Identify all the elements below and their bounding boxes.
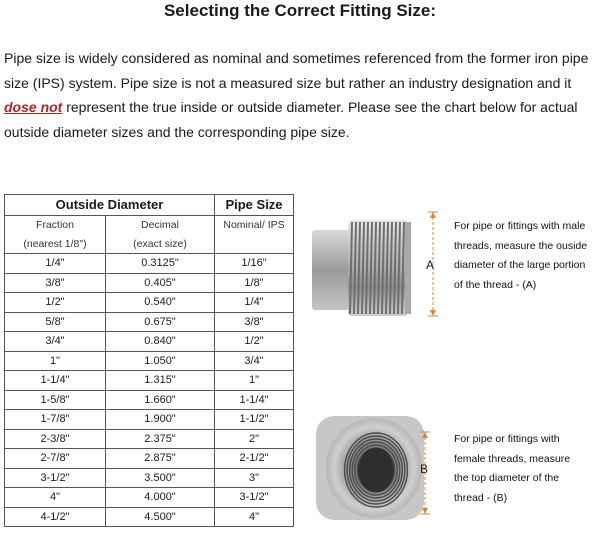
dimension-a-label: A xyxy=(426,258,435,272)
table-row xyxy=(5,468,294,488)
table-row xyxy=(5,410,294,430)
caption-line: thread - (B) xyxy=(454,491,508,504)
decimal-cell: 1.900" xyxy=(106,410,215,430)
decimal-cell: 0.3125" xyxy=(106,254,215,274)
caption-line: diameter of the large portion xyxy=(454,259,586,271)
nominal-subheader: Nominal/ IPS xyxy=(215,216,294,254)
table-row xyxy=(5,273,294,293)
fraction-note: (nearest 1/8") xyxy=(5,235,106,254)
pipe-size-header: Pipe Size xyxy=(215,195,294,216)
fraction-cell: 1-5/8" xyxy=(5,390,106,410)
fraction-cell: 4" xyxy=(5,488,106,508)
table-row xyxy=(5,507,294,527)
caption-line: threads, measure the ouside xyxy=(454,239,588,252)
table-subheader-row xyxy=(5,216,294,235)
fraction-cell: 1/4" xyxy=(5,254,106,274)
table-row xyxy=(5,351,294,371)
nominal-cell: 2" xyxy=(215,429,294,449)
nominal-cell: 1/16" xyxy=(215,254,294,274)
female-thread-caption xyxy=(454,430,600,508)
decimal-cell: 3.500" xyxy=(106,468,215,488)
fraction-cell: 2-7/8" xyxy=(5,449,106,469)
nominal-cell: 1/8" xyxy=(215,273,294,293)
caption-line: female threads, measure xyxy=(454,452,571,465)
table-group-header-row xyxy=(5,195,294,216)
decimal-subheader: Decimal xyxy=(106,216,215,235)
table-row xyxy=(5,390,294,410)
nominal-cell: 1" xyxy=(215,371,294,391)
table-row xyxy=(5,429,294,449)
nominal-cell: 1-1/4" xyxy=(215,390,294,410)
decimal-cell: 0.405" xyxy=(106,273,215,293)
fraction-cell: 1-1/4" xyxy=(5,371,106,391)
decimal-cell: 0.540" xyxy=(106,293,215,313)
table-row xyxy=(5,449,294,469)
female-fitting-image xyxy=(314,410,429,526)
caption-line: For pipe or fittings with xyxy=(454,433,560,445)
caption-line: of the thread - (A) xyxy=(454,278,537,291)
decimal-cell: 2.875" xyxy=(106,449,215,469)
fraction-cell: 2-3/8" xyxy=(5,429,106,449)
size-chart-table xyxy=(4,194,294,527)
nominal-cell: 4" xyxy=(215,507,294,527)
fraction-cell: 3-1/2" xyxy=(5,468,106,488)
nominal-cell: 3/4" xyxy=(215,351,294,371)
fraction-subheader: Fraction xyxy=(5,216,106,235)
nominal-cell: 1-1/2" xyxy=(215,410,294,430)
nominal-cell: 3-1/2" xyxy=(215,488,294,508)
fraction-cell: 3/8" xyxy=(5,273,106,293)
table-row xyxy=(5,371,294,391)
decimal-cell: 0.840" xyxy=(106,332,215,352)
intro-text-after: represent the true inside or outside diameter. Please see the chart below for actual outside diameter sizes and the corresponding pipe size. xyxy=(4,99,578,140)
table-row xyxy=(5,293,294,313)
fraction-cell: 1/2" xyxy=(5,293,106,313)
nominal-cell: 1/4" xyxy=(215,293,294,313)
fraction-cell: 1" xyxy=(5,351,106,371)
table-row xyxy=(5,312,294,332)
intro-emphasis: dose not xyxy=(4,99,63,115)
table-body xyxy=(5,254,294,527)
fraction-cell: 3/4" xyxy=(5,332,106,352)
nominal-cell: 1/2" xyxy=(215,332,294,352)
decimal-cell: 1.315" xyxy=(106,371,215,391)
decimal-cell: 4.500" xyxy=(106,507,215,527)
fraction-cell: 5/8" xyxy=(5,312,106,332)
nominal-cell: 2-1/2" xyxy=(215,449,294,469)
page-title: Selecting the Correct Fitting Size: xyxy=(163,1,437,20)
dimension-b-label: B xyxy=(420,462,429,476)
decimal-cell: 2.375" xyxy=(106,429,215,449)
intro-paragraph xyxy=(4,46,596,144)
caption-line: the top diameter of the xyxy=(454,472,560,484)
table-row xyxy=(5,488,294,508)
table-row xyxy=(5,332,294,352)
decimal-note: (exact size) xyxy=(106,235,215,254)
fraction-cell: 1-7/8" xyxy=(5,410,106,430)
decimal-cell: 1.050" xyxy=(106,351,215,371)
fraction-cell: 4-1/2" xyxy=(5,507,106,527)
table-row xyxy=(5,254,294,274)
outside-diameter-header: Outside Diameter xyxy=(5,195,215,216)
male-thread-caption xyxy=(454,217,600,295)
nominal-cell: 3" xyxy=(215,468,294,488)
caption-line: For pipe or fittings with male xyxy=(454,220,586,232)
decimal-cell: 4.000" xyxy=(106,488,215,508)
decimal-cell: 1.660" xyxy=(106,390,215,410)
decimal-cell: 0.675" xyxy=(106,312,215,332)
intro-text-before: Pipe size is widely considered as nominal and sometimes referenced from the former iron pipe size (IPS) system. Pipe size is not a measured size but rather an industry designation and it xyxy=(4,50,589,91)
nominal-cell: 3/8" xyxy=(215,312,294,332)
